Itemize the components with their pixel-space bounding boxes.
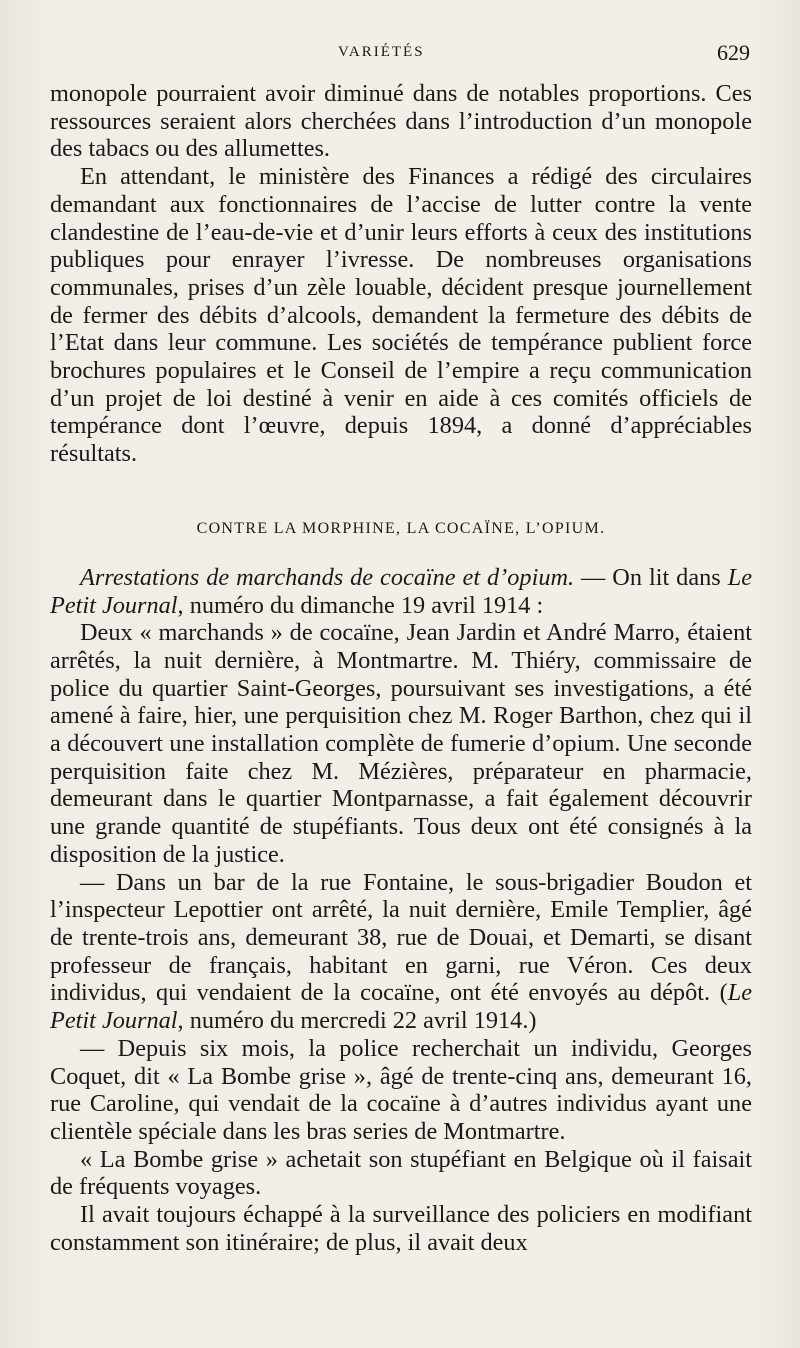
paragraph-continuation: monopole pourraient avoir diminué dans de notables proportions. Ces ressources seraient alors cherchées dans l’introduction d’un monopole des tabacs ou des allumettes.: [50, 80, 752, 163]
bar-text-b: , numéro du mercredi 22 avril 1914.): [177, 1007, 537, 1035]
section-title: CONTRE LA MORPHINE, LA COCAÏNE, L’OPIUM.: [196, 519, 606, 537]
paragraph-arrests-intro: [50, 564, 752, 619]
paragraph-belgique: « La Bombe grise » achetait son stupéfiant en Belgique où il faisait de fréquents voyages.: [50, 1145, 752, 1201]
paragraph-finances: En attendant, le ministère des Finances a rédigé des circulaires demandant aux fonctionnaires de l’accise de lutter contre la vente clandestine de l’eau-de-vie et d’unir leurs efforts à ceux des institutions publiques pour enrayer l’ivresse. De nombreuses organisations communales, prises d’un zèle louable, décident presque journellement de fermer des débits d’alcools, demandent la fermeture des débits de l’Etat dans leur commune. Les sociétés de tempérance publient force brochures populaires et le Conseil de l’empire a reçu communication d’un projet de loi destiné à venir en aide à ces comités officiels de tempérance dont l’œuvre, depuis 1894, a donné d’appréciables résultats.: [50, 163, 752, 468]
paragraph-bombe-grise: — Depuis six mois, la police recherchait un individu, Georges Coquet, dit « La Bombe grise », âgé de trente-cinq ans, demeurant 16, rue Caroline, qui vendait de la cocaïne à d’autres individus ayant une clientèle spéciale dans les bras series de Montmartre.: [50, 1034, 752, 1145]
bar-text-a: — Dans un bar de la rue Fontaine, le sous-brigadier Boudon et l’inspecteur Lepottier ont arrêté, la nuit dernière, Emile Templier, âgé de trente-trois ans, demeurant 38, rue de Douai, et Demarti, se disant professeur de français, habitant en garni, rue Véron. Ces deux individus, qui vendaient de la cocaïne, ont été envoyés au dépôt. (: [50, 868, 752, 1007]
paragraph-bar-fontaine: [50, 869, 752, 1035]
source-title-2: Le Petit Journal: [50, 979, 752, 1035]
run-in-heading: Arrestations de marchands de cocaïne et d’opium.: [80, 563, 575, 591]
running-title: VARIÉTÉS: [338, 44, 425, 60]
body-text: [50, 80, 752, 1256]
paragraph-cocaine-dealers: Deux « marchands » de cocaïne, Jean Jardin et André Marro, étaient arrêtés, la nuit dernière, à Montmartre. M. Thiéry, commissaire de police du quartier Saint-Georges, poursuivant ses investigations, a été amené à faire, hier, une perquisition chez M. Roger Barthon, chez qui il a découvert une installation complète de fumerie d’opium. Une seconde perquisition faite chez M. Mézières, préparateur en pharmacie, demeurant dans le quartier Montparnasse, a fait également découvrir une grande quantité de stupéfiants. Tous deux ont été consignés à la disposition de la justice.: [50, 619, 752, 868]
page-number: 629: [717, 40, 750, 65]
intro-text-b: , numéro du dimanche 19 avril 1914 :: [177, 591, 544, 619]
paragraph-surveillance: Il avait toujours échappé à la surveillance des policiers en modifiant constamment son itinéraire; de plus, il avait deux: [50, 1201, 752, 1256]
intro-text-a: — On lit dans: [574, 563, 728, 591]
running-header: [0, 40, 800, 70]
source-title: Le Petit Journal: [50, 563, 752, 619]
